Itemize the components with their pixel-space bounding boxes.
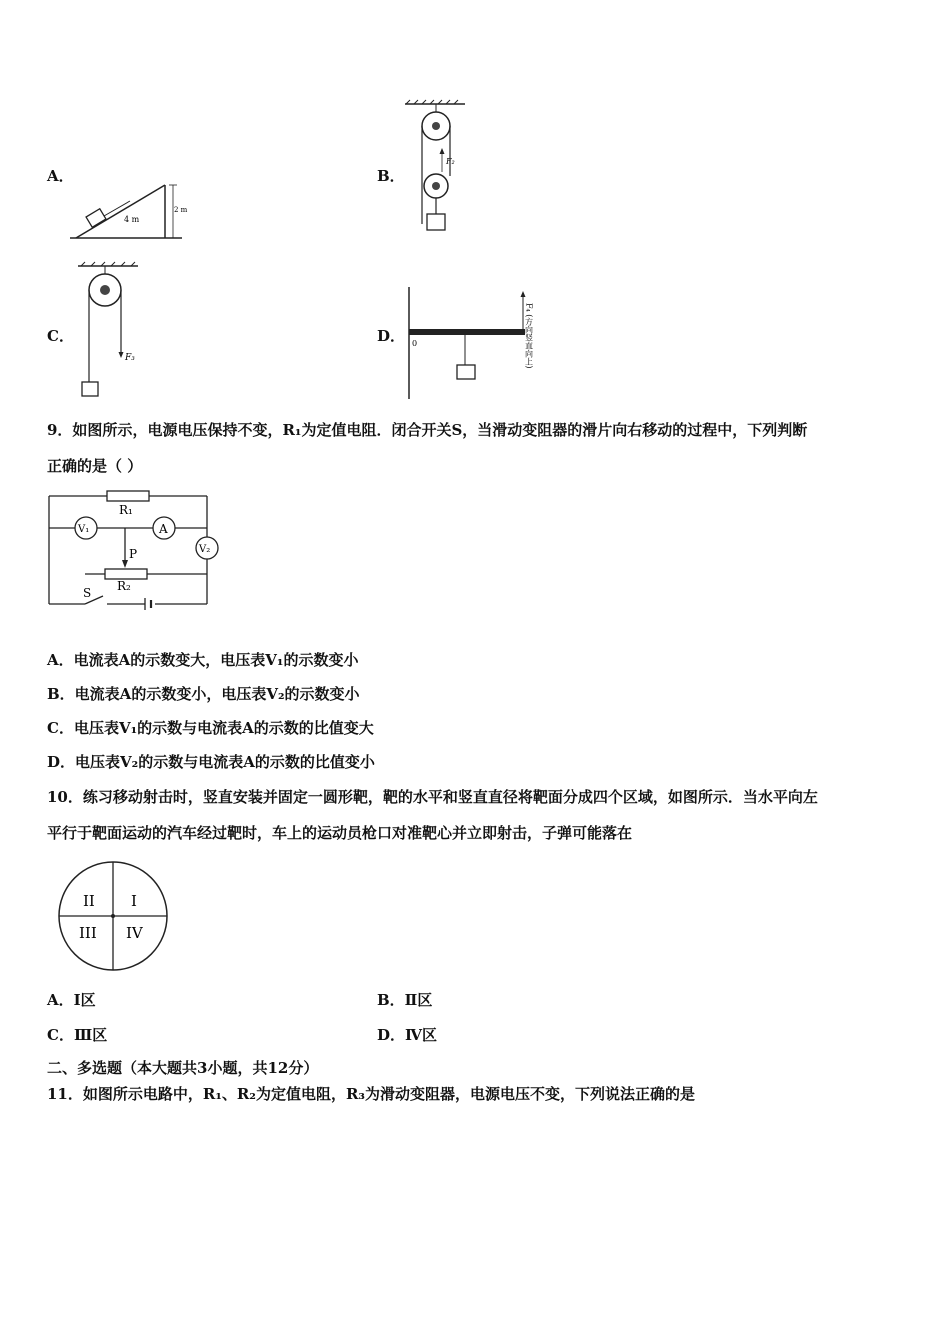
q10-option-d: D．Ⅳ区: [377, 1026, 438, 1044]
q9-option-a: A．电流表A的示数变大，电压表V₁的示数变小: [47, 651, 359, 669]
target-diagram: [55, 860, 173, 972]
lever-diagram: [405, 285, 550, 403]
option-c-label: C．: [47, 327, 74, 345]
q9-circuit-diagram: [45, 490, 225, 610]
force-f3-label: F₃: [125, 353, 135, 363]
q11-stem: 11．如图所示电路中，R₁、R₂为定值电阻，R₃为滑动变阻器，电源电压不变，下列说法正确的是: [47, 1085, 695, 1103]
option-b-label: B．: [377, 167, 405, 185]
option-a-label: A．: [47, 167, 74, 185]
pivot-label: 0: [412, 339, 418, 348]
label-p: P: [129, 547, 138, 561]
fixed-pulley-diagram: [75, 262, 145, 400]
force-f4-label: F₄ (方向竖直向上): [524, 303, 534, 369]
label-s: S: [83, 586, 92, 600]
label-a: A: [159, 522, 168, 536]
region-1-label: I: [131, 892, 137, 910]
incline-diagram: [70, 180, 190, 242]
region-2-label: II: [83, 892, 95, 910]
region-3-label: III: [79, 924, 97, 942]
q9-stem-line2: 正确的是（ ）: [47, 457, 143, 475]
option-d-label: D．: [377, 327, 406, 345]
label-v1: V₁: [78, 524, 90, 535]
q10-option-b: B．Ⅱ区: [377, 991, 433, 1009]
q9-stem-line1: 9．如图所示，电源电压保持不变，R₁为定值电阻．闭合开关S，当滑动变阻器的滑片向右移动的过程中，下列判断: [47, 421, 808, 439]
region-4-label: IV: [126, 924, 143, 942]
force-f2-label: F₂: [446, 157, 455, 166]
section-title: 二、多选题（本大题共3小题，共12分）: [47, 1059, 319, 1077]
q9-option-b: B．电流表A的示数变小，电压表V₂的示数变小: [47, 685, 360, 703]
pulley-block-diagram: [400, 100, 470, 240]
label-r1: R₁: [119, 503, 133, 517]
label-v2: V₂: [199, 544, 211, 555]
slope-length-label: 4 m: [124, 215, 140, 224]
height-label: 2 m: [174, 206, 188, 214]
q10-stem-line2: 平行于靶面运动的汽车经过靶时，车上的运动员枪口对准靶心并立即射击，子弹可能落在: [47, 824, 633, 842]
q9-option-c: C．电压表V₁的示数与电流表A的示数的比值变大: [47, 719, 374, 737]
q10-option-a: A．Ⅰ区: [47, 991, 96, 1009]
q10-option-c: C．Ⅲ区: [47, 1026, 108, 1044]
label-r2: R₂: [117, 579, 131, 593]
q10-stem-line1: 10．练习移动射击时，竖直安装并固定一圆形靶，靶的水平和竖直直径将靶面分成四个区域，如图所示．当水平向左: [47, 788, 818, 806]
q9-option-d: D．电压表V₂的示数与电流表A的示数的比值变小: [47, 753, 375, 771]
